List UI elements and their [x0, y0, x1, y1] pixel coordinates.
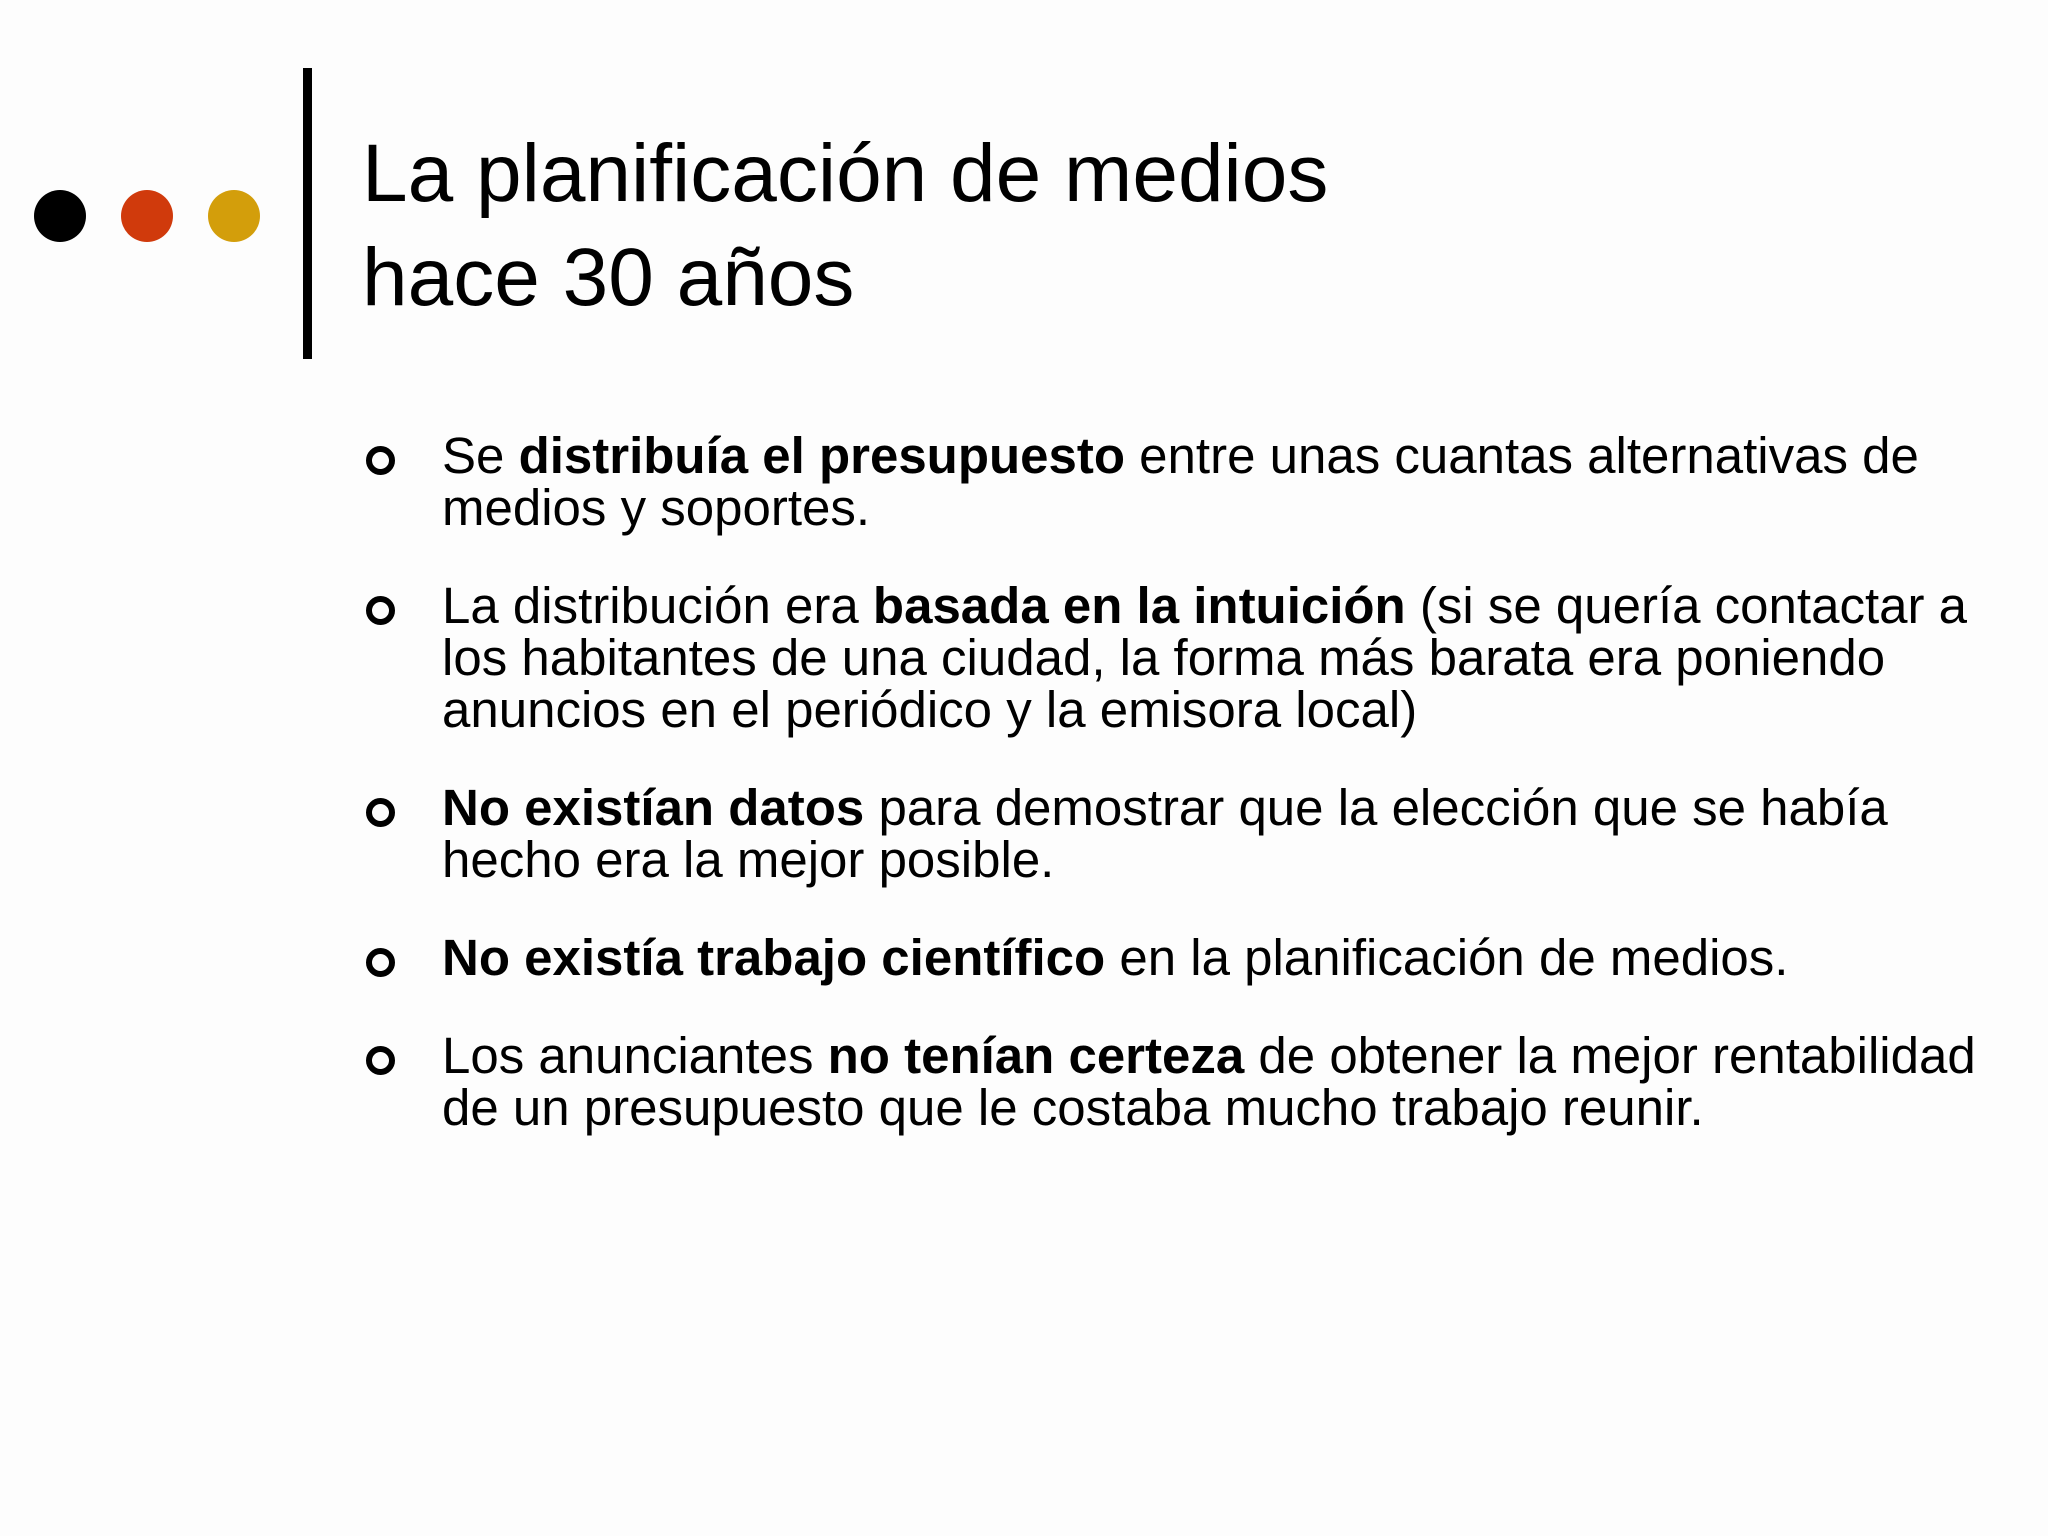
bullet-text-part: para demostrar que la elección que se había hecho era la mejor posible. [442, 779, 1888, 888]
bullet-text [442, 779, 1888, 888]
circle-outline-icon [366, 446, 395, 475]
bullet-text-part: Los anunciantes [442, 1027, 828, 1084]
bullet-text-bold: No existía trabajo científico [442, 929, 1106, 986]
bullet-item [362, 427, 1982, 536]
bullet-text-part: La distribución era [442, 577, 873, 634]
circle-outline-icon [366, 1046, 395, 1075]
bullet-text-bold: No existían datos [442, 779, 865, 836]
bullet-item [362, 577, 1982, 738]
slide-title-line-1: La planificación de medios [362, 128, 1329, 219]
bullet-item [362, 929, 1982, 986]
bullet-text-part: en la planificación de medios. [1105, 929, 1789, 986]
bullet-text-part: (si se quería contactar a los habitantes de una ciudad, la forma más barata era poniendo anuncios en el periódico y la emisora local) [442, 577, 1967, 738]
bullet-item [362, 779, 1982, 888]
black-dot-icon [34, 190, 86, 242]
slide-title-line-2: hace 30 años [362, 232, 855, 323]
bullet-list [362, 427, 1982, 1180]
bullet-text-bold: no tenían certeza [827, 1027, 1245, 1084]
title-divider [303, 68, 312, 359]
slide-title [362, 122, 1328, 330]
bullet-text [442, 577, 1967, 738]
bullet-text-part: Se [442, 427, 519, 484]
bullet-text-part: entre unas cuantas alternativas de medios y soportes. [442, 427, 1919, 536]
bullet-item [362, 1027, 1982, 1136]
circle-outline-icon [366, 596, 395, 625]
circle-outline-icon [366, 798, 395, 827]
bullet-text-bold: distribuía el presupuesto [518, 427, 1126, 484]
circle-outline-icon [366, 948, 395, 977]
red-dot-icon [121, 190, 173, 242]
bullet-text [442, 929, 1788, 986]
gold-dot-icon [208, 190, 260, 242]
bullet-text-part: de obtener la mejor rentabilidad de un presupuesto que le costaba mucho trabajo reunir. [442, 1027, 1976, 1136]
bullet-text [442, 1027, 1976, 1136]
bullet-text-bold: basada en la intuición [872, 577, 1406, 634]
bullet-text [442, 427, 1919, 536]
